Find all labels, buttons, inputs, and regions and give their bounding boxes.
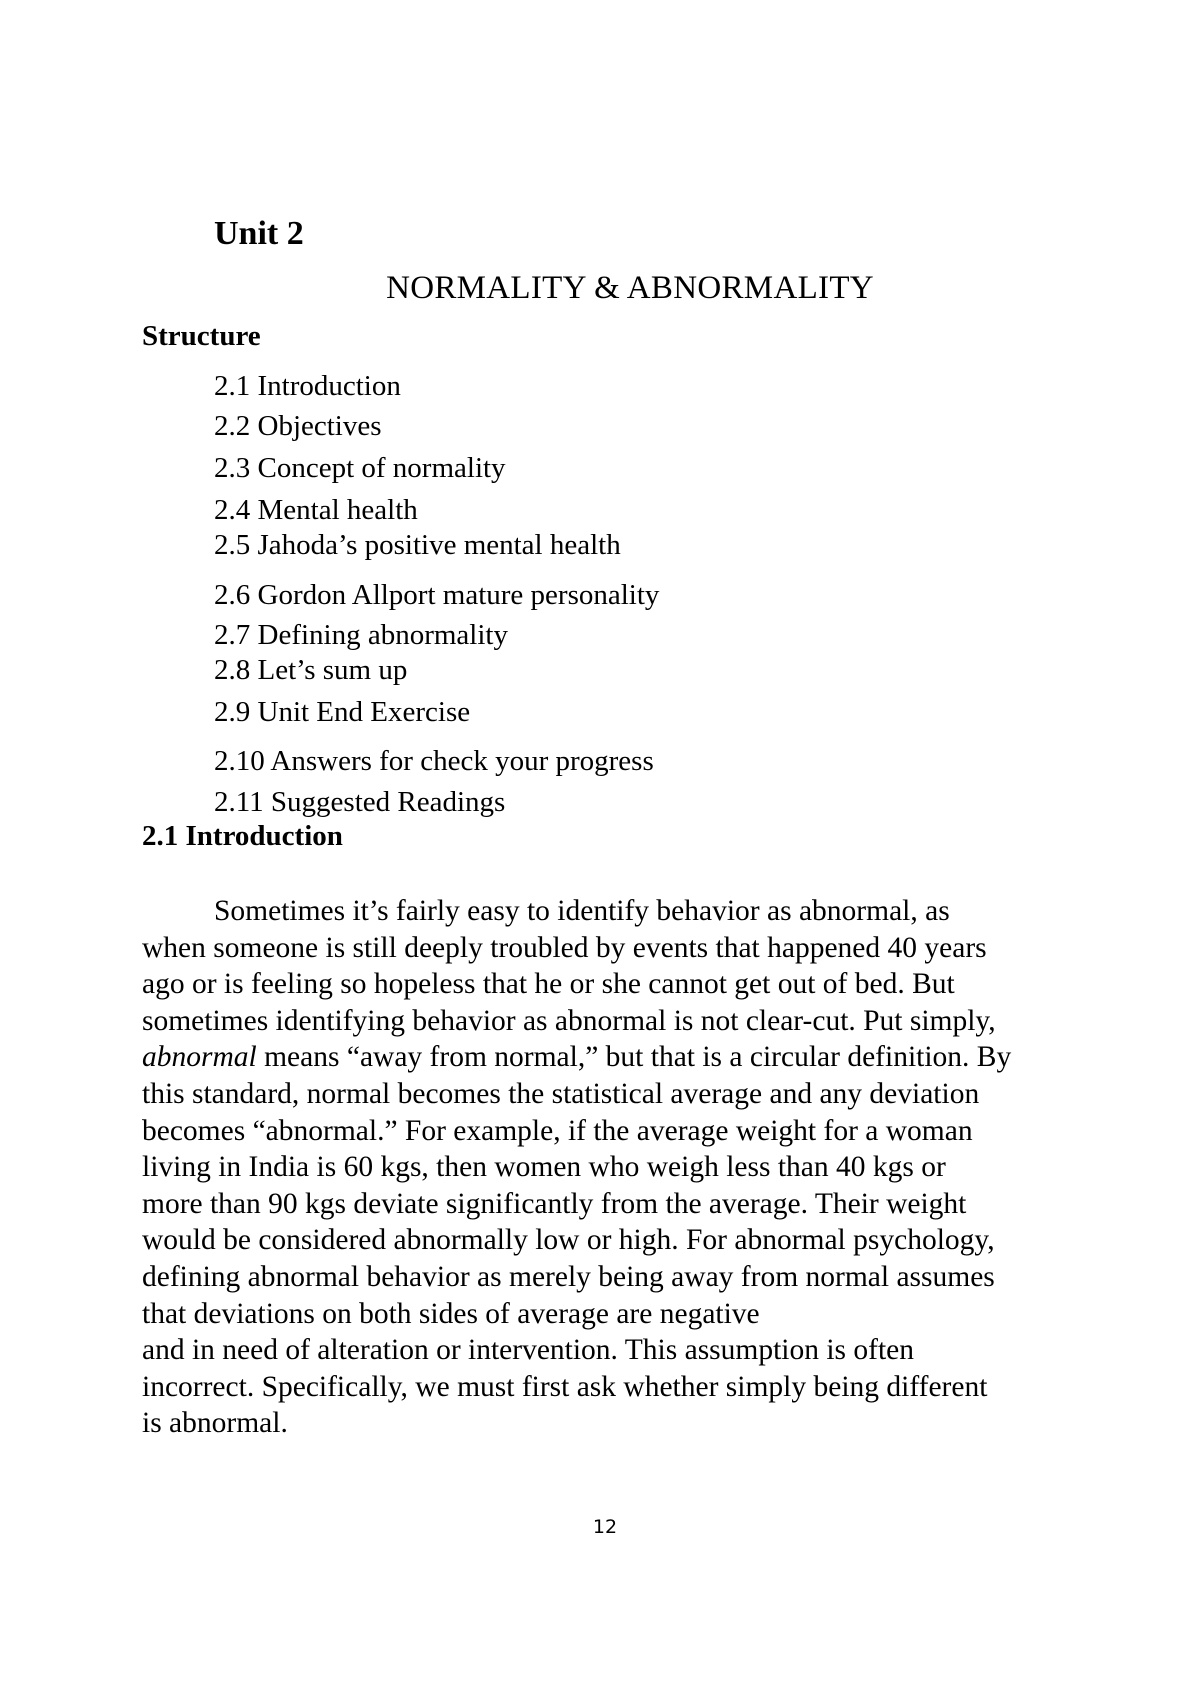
paragraph-line: defining abnormal behavior as merely being away from normal assumes: [142, 1260, 995, 1293]
paragraph-line: would be considered abnormally low or high. For abnormal psychology,: [142, 1224, 995, 1257]
toc-item-objectives: 2.2 Objectives: [214, 410, 382, 442]
toc-item-answers: 2.10 Answers for check your progress: [214, 745, 654, 777]
toc-item-defining-abnormality: 2.7 Defining abnormality: [214, 619, 508, 651]
structure-heading: Structure: [142, 320, 261, 352]
paragraph-line: incorrect. Specifically, we must first ask whether simply being different: [142, 1370, 988, 1403]
unit-title: Unit 2: [214, 215, 304, 252]
toc-item-unit-end-exercise: 2.9 Unit End Exercise: [214, 696, 471, 728]
toc-item-introduction: 2.1 Introduction: [214, 370, 401, 402]
toc-item-suggested-readings: 2.11 Suggested Readings: [214, 786, 506, 818]
paragraph-line: becomes “abnormal.” For example, if the average weight for a woman: [142, 1114, 973, 1147]
chapter-title: NORMALITY & ABNORMALITY: [386, 270, 874, 306]
toc-item-mental-health: 2.4 Mental health: [214, 494, 418, 526]
paragraph-line: more than 90 kgs deviate significantly from the average. Their weight: [142, 1187, 967, 1220]
paragraph-line: sometimes identifying behavior as abnormal is not clear-cut. Put simply,: [142, 1004, 996, 1037]
paragraph-line: when someone is still deeply troubled by events that happened 40 years: [142, 931, 987, 964]
introduction-paragraph: [142, 893, 1072, 1442]
toc-item-jahoda: 2.5 Jahoda’s positive mental health: [214, 529, 621, 561]
toc-item-allport: 2.6 Gordon Allport mature personality: [214, 579, 660, 611]
paragraph-line: this standard, normal becomes the statistical average and any deviation: [142, 1077, 980, 1110]
toc-item-concept-of-normality: 2.3 Concept of normality: [214, 452, 506, 484]
section-heading-introduction: 2.1 Introduction: [142, 820, 343, 852]
paragraph-line: [142, 1039, 1072, 1076]
paragraph-line: living in India is 60 kgs, then women who weigh less than 40 kgs or: [142, 1151, 946, 1184]
paragraph-line: Sometimes it’s fairly easy to identify behavior as abnormal, as: [214, 895, 950, 927]
paragraph-line: that deviations on both sides of average are negative: [142, 1297, 760, 1330]
paragraph-line: is abnormal.: [142, 1407, 288, 1440]
italic-term: abnormal: [142, 1041, 257, 1074]
paragraph-line: and in need of alteration or intervention. This assumption is often: [142, 1334, 915, 1367]
paragraph-line: ago or is feeling so hopeless that he or she cannot get out of bed. But: [142, 968, 955, 1001]
toc-item-sum-up: 2.8 Let’s sum up: [214, 654, 408, 686]
paragraph-line-rest: means “away from normal,” but that is a circular definition. By: [256, 1041, 1012, 1074]
page-number: 12: [592, 1516, 618, 1538]
